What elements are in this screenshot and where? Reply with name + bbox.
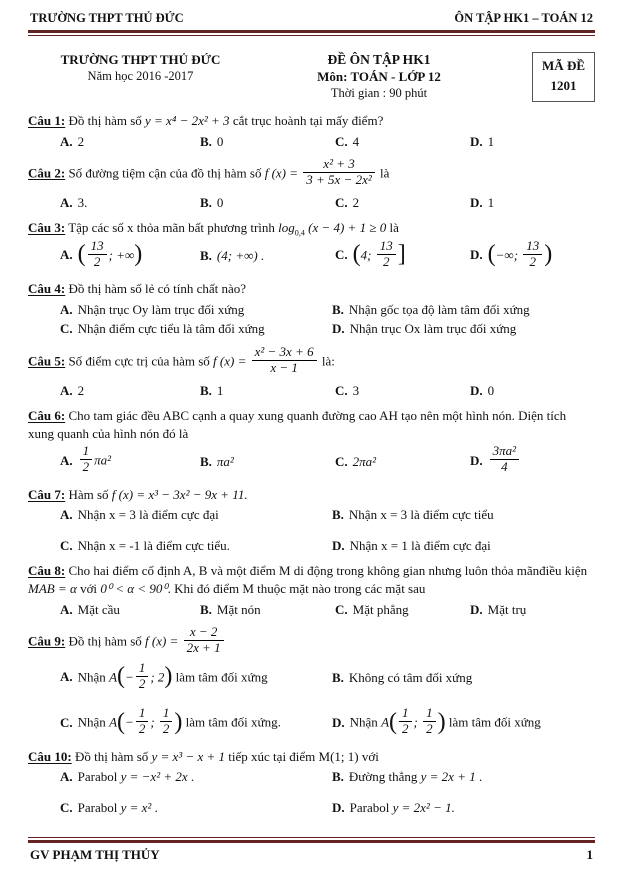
fraction-denominator: 2 [162, 721, 170, 737]
option-label: D. [470, 247, 483, 263]
math-expression: f (x) = [213, 353, 250, 369]
option-label: D. [470, 133, 483, 149]
option-label: B. [332, 507, 344, 523]
text-fragment: . Khi đó điểm M thuộc mặt nào trong các mặt sau [167, 581, 426, 597]
text-fragment: làm tâm đối xứng [172, 669, 268, 684]
text-fragment: là [376, 165, 390, 181]
fraction-numerator: 1 [399, 706, 412, 722]
option [470, 133, 595, 151]
fraction-denominator: 2 [402, 721, 409, 737]
text-fragment: Nhận [77, 669, 110, 684]
options [28, 659, 595, 740]
question-label: Câu 5: [28, 353, 66, 369]
fraction-denominator: 2 [138, 721, 146, 737]
question-text [28, 626, 595, 659]
math-expression: f (x) = x³ − 3x² − 9x + 11. [111, 486, 248, 502]
math-expression: y = x³ − x + 1 [151, 748, 226, 764]
option-label: B. [200, 601, 212, 617]
option [60, 194, 200, 212]
fraction [88, 239, 107, 270]
text-fragment: Mặt phẳng [352, 601, 409, 617]
text-fragment: Cho hai điểm cố định A, B và một điểm M di động trong không gian nhưng luôn thỏa mãnđiều kiện [68, 563, 588, 579]
school-block [28, 52, 253, 102]
text-fragment: Nhận [77, 714, 110, 730]
math-expression: 2πa² [352, 453, 377, 469]
text-fragment: Số điểm cực trị của hàm số [68, 353, 214, 369]
fraction-denominator: 2x + 1 [186, 640, 221, 656]
text-fragment: Nhận trục Oy làm trục đối xứng [77, 301, 245, 317]
question-7 [28, 486, 595, 555]
math-expression: −∞; [495, 247, 522, 263]
fraction-numerator: 13 [523, 239, 542, 255]
option [470, 237, 595, 273]
footer-teacher-name: GV PHẠM THỊ THỦY [30, 847, 160, 862]
text-fragment: Đồ thị hàm số [74, 748, 152, 764]
option-label: B. [200, 382, 212, 398]
option-label: C. [60, 714, 73, 730]
math-expression: log [278, 220, 295, 236]
options [28, 506, 595, 554]
big-delimiter: ] [397, 241, 406, 268]
text-fragment: 3. [77, 194, 88, 210]
question-label: Câu 8: [28, 563, 66, 579]
option [332, 707, 595, 740]
question-label: Câu 7: [28, 486, 66, 502]
options [28, 133, 595, 151]
question-2 [28, 158, 595, 211]
option-label: C. [335, 453, 348, 469]
option-label: B. [200, 248, 212, 264]
text-fragment: làm tâm đối xứng [445, 714, 541, 730]
option [335, 453, 470, 471]
math-expression: MAB = α [28, 581, 77, 597]
fraction-numerator: 1 [423, 706, 436, 722]
text-fragment: 0 [487, 382, 495, 398]
text-fragment: Nhận x = -1 là điểm cực tiểu. [77, 537, 230, 553]
math-expression: y = x⁴ − 2x² + 3 [145, 113, 230, 128]
option [60, 601, 200, 619]
big-delimiter: ) [544, 241, 553, 268]
big-delimiter: ) [437, 708, 446, 735]
fraction [80, 444, 93, 475]
option-label: B. [332, 670, 344, 686]
question-label: Câu 1: [28, 113, 66, 128]
question-label: Câu 4: [28, 281, 66, 297]
text-fragment: là: [318, 353, 335, 369]
option [60, 133, 200, 151]
option [470, 194, 595, 212]
text-fragment: . [151, 800, 158, 815]
options [28, 237, 595, 273]
fraction-numerator: 1 [160, 706, 173, 722]
math-expression: − [125, 669, 134, 684]
exam-title-block [253, 52, 505, 102]
math-expression: 4; [360, 247, 375, 263]
text-fragment: Nhận gốc tọa độ làm tâm đối xứng [348, 301, 530, 317]
option-label: D. [470, 382, 483, 398]
text-fragment: Không có tâm đối xứng [348, 670, 473, 686]
question-label: Câu 10: [28, 748, 72, 764]
fraction-denominator: 3 + 5x − 2x² [306, 172, 372, 188]
text-fragment: Hàm số [68, 486, 112, 502]
banner-exam-title: ÔN TẬP HK1 – TOÁN 12 [454, 11, 593, 25]
option [200, 601, 335, 619]
options [28, 301, 595, 338]
options [28, 601, 595, 619]
text-fragment: Nhận x = 3 là điểm cực tiểu [348, 507, 494, 523]
options [28, 445, 595, 478]
math-expression: ; +∞ [108, 247, 135, 263]
option-label: A. [60, 669, 73, 684]
text-fragment: . [475, 769, 483, 785]
fraction-denominator: 2 [82, 459, 90, 475]
option [200, 382, 335, 400]
option [60, 506, 332, 524]
option [200, 453, 335, 471]
text-fragment: 0 [216, 133, 224, 149]
math-expression: (x − 4) + 1 ≥ 0 [304, 220, 387, 236]
text-fragment: 2 [77, 382, 85, 398]
question-text [28, 112, 595, 130]
math-expression: ; [413, 714, 422, 730]
option-label: B. [200, 453, 212, 469]
question-4 [28, 280, 595, 338]
question-text [28, 562, 595, 597]
question-text [28, 407, 595, 442]
big-delimiter: ( [117, 708, 126, 735]
option-label: D. [470, 452, 483, 468]
question-text [28, 346, 595, 379]
text-fragment: với [76, 581, 101, 597]
text-fragment: 0 [216, 194, 224, 210]
text-fragment: 1 [216, 382, 224, 398]
text-fragment: Số đường tiệm cận của đồ thị hàm số [68, 165, 265, 181]
text-fragment: Đồ thị hàm số lẻ có tính chất nào? [68, 281, 247, 297]
option-label: B. [200, 133, 212, 149]
text-fragment: Mặt trụ [487, 601, 527, 617]
question-3 [28, 219, 595, 272]
question-text [28, 486, 595, 504]
option [470, 601, 595, 619]
option-label: C. [60, 800, 73, 815]
math-expression: 0⁰ < α < 90⁰ [100, 581, 168, 597]
option-label: B. [332, 301, 344, 317]
big-delimiter: ( [487, 241, 496, 268]
big-delimiter: ) [134, 241, 143, 268]
option [332, 768, 595, 786]
option-label: C. [335, 133, 348, 149]
text-fragment: Nhận x = 3 là điểm cực đại [77, 507, 219, 523]
question-label: Câu 3: [28, 220, 66, 236]
option [335, 194, 470, 212]
option-label: A. [60, 452, 73, 468]
big-delimiter: ( [117, 663, 126, 690]
text-fragment: Nhận trục Ox làm trục đối xứng [349, 321, 517, 337]
math-expression: A [109, 714, 118, 730]
option [335, 237, 470, 273]
option [470, 445, 595, 478]
option-label: A. [60, 301, 73, 317]
exam-title: ĐỀ ÔN TẬP HK1 [327, 52, 431, 67]
option-label: A. [60, 382, 73, 398]
option-label: D. [332, 800, 345, 815]
fraction-denominator: 2 [138, 675, 146, 691]
big-delimiter: ( [389, 708, 398, 735]
text-fragment: tiếp xúc tại điểm M(1; 1) với [225, 748, 379, 764]
options [28, 194, 595, 212]
option [335, 382, 470, 400]
option-label: D. [470, 601, 483, 617]
text-fragment: làm tâm đối xứng. [182, 714, 281, 730]
text-fragment: Đồ thị hàm số [68, 113, 146, 128]
fraction-denominator: x − 1 [270, 360, 298, 376]
option [60, 382, 200, 400]
option [60, 537, 332, 555]
text-fragment: Nhận [349, 714, 382, 730]
question-8 [28, 562, 595, 618]
option [60, 768, 332, 786]
text-fragment: Nhận x = 1 là điểm cực đại [349, 537, 491, 553]
questions [28, 112, 595, 817]
text-fragment: Mặt nón [216, 601, 261, 617]
option [60, 707, 332, 740]
option [332, 669, 595, 687]
fraction-denominator: 4 [501, 459, 508, 475]
question-label: Câu 9: [28, 633, 66, 649]
option-label: C. [335, 194, 348, 210]
footer-page-number: 1 [586, 847, 593, 862]
question-label: Câu 2: [28, 165, 66, 181]
fraction-denominator: 2 [529, 253, 537, 269]
option-label: D. [332, 321, 345, 337]
fraction [490, 444, 519, 475]
math-expression: ; 2 [150, 669, 165, 684]
option [60, 659, 332, 695]
question-text [28, 158, 595, 191]
text-fragment: cắt trục hoành tại mấy điểm? [229, 113, 384, 128]
fraction [523, 239, 542, 270]
option-label: D. [470, 194, 483, 210]
question-text [28, 280, 595, 298]
text-fragment: 1 [487, 194, 495, 210]
math-expression: y = x² [120, 800, 152, 815]
question-5 [28, 346, 595, 399]
fraction-numerator: 1 [80, 444, 93, 460]
banner-school-name: TRƯỜNG THPT THỦ ĐỨC [30, 11, 184, 25]
fraction-numerator: 1 [136, 706, 149, 722]
fraction-numerator: 3πa² [490, 444, 519, 460]
big-delimiter: ) [164, 663, 173, 690]
text-fragment: 3 [352, 382, 360, 398]
fraction-numerator: 13 [377, 239, 396, 255]
text-fragment: . [187, 769, 195, 785]
option-label: B. [332, 769, 344, 785]
math-expression: πa² [94, 452, 112, 468]
math-expression: f (x) = [145, 633, 182, 649]
options [28, 768, 595, 816]
option [332, 301, 595, 319]
question-9 [28, 626, 595, 740]
fraction [184, 625, 224, 656]
option-label: A. [60, 247, 73, 263]
math-expression: f (x) = [264, 165, 302, 181]
option [332, 537, 595, 555]
text-fragment: Nhận điểm cực tiểu là tâm đối xứng [77, 321, 265, 337]
school-year: Năm học 2016 -2017 [87, 69, 194, 83]
option-label: C. [335, 601, 348, 617]
exam-code-block [505, 52, 595, 102]
question-10 [28, 748, 595, 817]
text-fragment: Đồ thị hàm số [68, 633, 146, 649]
text-fragment: 2 [352, 194, 360, 210]
option-label: C. [335, 247, 348, 263]
question-6 [28, 407, 595, 478]
fraction [423, 706, 436, 737]
fraction [136, 661, 149, 692]
text-fragment: 1 [487, 133, 495, 149]
option [200, 133, 335, 151]
header-divider-line [28, 30, 595, 36]
option [332, 799, 595, 817]
text-fragment: Parabol [77, 769, 121, 785]
option-label: D. [332, 714, 345, 730]
option [200, 247, 335, 265]
question-text [28, 219, 595, 237]
text-fragment: Parabol [77, 800, 121, 815]
option [335, 133, 470, 151]
big-delimiter: ) [174, 708, 183, 735]
option [60, 799, 332, 817]
fraction [399, 706, 412, 737]
question-text [28, 748, 595, 766]
exam-code-box [532, 52, 595, 102]
option [200, 194, 335, 212]
fraction-denominator: 2 [93, 253, 101, 269]
option [60, 301, 332, 319]
exam-header-block [28, 52, 595, 102]
option [470, 382, 595, 400]
option-label: A. [60, 507, 73, 523]
option-label: C. [335, 382, 348, 398]
math-expression: y = 2x + 1 [420, 769, 476, 785]
math-expression: A [109, 669, 118, 684]
fraction-denominator: 2 [383, 253, 390, 269]
text-fragment: Cho tam giác đều ABC cạnh a quay xung quanh đường cao AH tạo nên một hình nón. Diện tích xung quanh của hình nón đó là [28, 408, 567, 441]
math-expression: ; [150, 714, 158, 730]
school-name: TRƯỜNG THPT THỦ ĐỨC [60, 52, 221, 67]
fraction [252, 345, 317, 376]
text-fragment: 0,4 [294, 228, 305, 238]
fraction [303, 157, 374, 188]
big-delimiter: ( [77, 241, 86, 268]
option [60, 320, 332, 338]
fraction-numerator: x² + 3 [303, 157, 374, 173]
math-expression: − [125, 714, 134, 730]
question-label: Câu 6: [28, 408, 66, 424]
fraction-denominator: 2 [426, 721, 433, 737]
option-label: C. [60, 537, 73, 553]
options [28, 382, 595, 400]
fraction-numerator: x² − 3x + 6 [252, 345, 317, 361]
exam-code-value: 1201 [550, 77, 577, 93]
fraction [136, 706, 149, 737]
math-expression: (4; +∞) . [216, 248, 265, 264]
option-label: A. [60, 769, 73, 785]
option [60, 237, 200, 273]
math-expression: πa² [216, 453, 234, 469]
exam-duration: Thời gian : 90 phút [330, 86, 428, 100]
math-expression: y = −x² + 2x [120, 769, 188, 785]
option [332, 506, 595, 524]
option-label: D. [332, 537, 345, 553]
option [332, 320, 595, 338]
option-label: A. [60, 194, 73, 210]
math-expression: A [381, 714, 390, 730]
text-fragment: Mặt cầu [77, 601, 120, 617]
option-label: A. [60, 133, 73, 149]
text-fragment: Parabol [349, 800, 393, 815]
option-label: A. [60, 601, 73, 617]
big-delimiter: ( [352, 241, 361, 268]
page-header-banner [28, 8, 595, 30]
fraction-numerator: 1 [136, 661, 149, 677]
fraction [160, 706, 173, 737]
option-label: C. [60, 321, 73, 337]
exam-code-label: MÃ ĐỀ [542, 58, 585, 73]
fraction-numerator: x − 2 [184, 625, 224, 641]
option-label: B. [200, 194, 212, 210]
exam-subject: Môn: TOÁN - LỚP 12 [317, 69, 441, 84]
page-footer [28, 837, 595, 863]
text-fragment: 4 [352, 133, 360, 149]
fraction-numerator: 13 [88, 239, 107, 255]
question-1 [28, 112, 595, 150]
option [60, 445, 200, 478]
text-fragment: Tập các số x thỏa mãn bất phương trình [68, 220, 279, 236]
math-expression: y = 2x² − 1. [392, 800, 455, 815]
text-fragment: là [386, 220, 399, 236]
text-fragment: 2 [77, 133, 85, 149]
fraction [377, 239, 396, 270]
text-fragment: Đường thẳng [348, 769, 421, 785]
option [335, 601, 470, 619]
